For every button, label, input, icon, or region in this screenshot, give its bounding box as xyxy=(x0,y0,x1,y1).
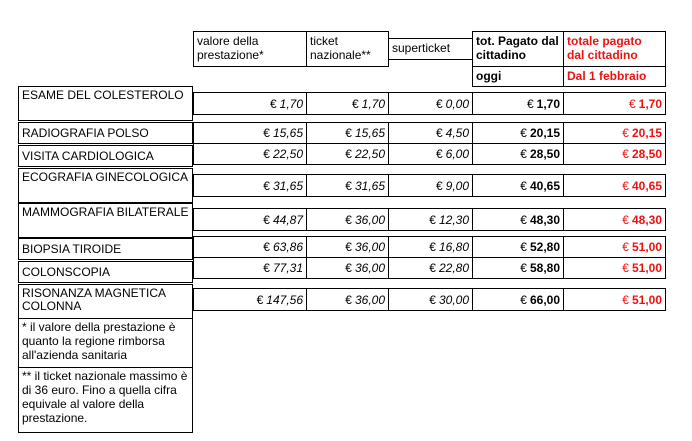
cell-tot-oggi: € 20,15 xyxy=(472,122,564,144)
cell-ticket: € 31,65 xyxy=(306,174,389,197)
row-label-colonscopia: COLONSCOPIA xyxy=(18,261,193,283)
cell-superticket: € 4,50 xyxy=(388,122,473,144)
cell-superticket: € 16,80 xyxy=(388,236,473,258)
cell-tot-febbraio: € 51,00 xyxy=(563,257,666,279)
cell-ticket: € 36,00 xyxy=(306,236,389,258)
cell-ticket: € 15,65 xyxy=(306,122,389,144)
row-label-ecografia-ginecologica: ECOGRAFIA GINECOLOGICA xyxy=(18,168,193,203)
cell-ticket: € 36,00 xyxy=(306,288,389,311)
cell-superticket: € 9,00 xyxy=(388,174,473,197)
row-label-mammografia-bilaterale: MAMMOGRAFIA BILATERALE xyxy=(18,203,193,238)
header-totale-pagato-nuovo: totale pagato dal cittadino xyxy=(563,31,666,68)
cell-valore: € 15,65 xyxy=(193,122,307,144)
cell-ticket: € 36,00 xyxy=(306,208,389,231)
cell-tot-febbraio: € 51,00 xyxy=(563,236,666,258)
cell-tot-febbraio: € 20,15 xyxy=(563,122,666,144)
cell-valore: € 147,56 xyxy=(193,288,307,311)
cell-valore: € 63,86 xyxy=(193,236,307,258)
cell-valore: € 44,87 xyxy=(193,208,307,231)
cell-tot-oggi: € 48,30 xyxy=(472,208,564,231)
header-valore-prestazione: valore della prestazione* xyxy=(193,31,307,67)
header-tot-pagato: tot. Pagato dal cittadino xyxy=(472,31,564,68)
cell-superticket: € 22,80 xyxy=(388,257,473,279)
cell-tot-febbraio: € 28,50 xyxy=(563,143,666,165)
cell-tot-febbraio: € 40,65 xyxy=(563,174,666,197)
cell-superticket: € 12,30 xyxy=(388,208,473,231)
cell-tot-febbraio: € 1,70 xyxy=(563,92,666,115)
header-superticket: superticket xyxy=(388,38,473,60)
cell-tot-oggi: € 58,80 xyxy=(472,257,564,279)
row-label-biopsia-tiroide: BIOPSIA TIROIDE xyxy=(18,238,193,260)
row-label-risonanza-magnetica-colonna: RISONANZA MAGNETICA COLONNA xyxy=(18,284,193,319)
cell-ticket: € 22,50 xyxy=(306,143,389,165)
cell-valore: € 31,65 xyxy=(193,174,307,197)
cell-tot-oggi: € 66,00 xyxy=(472,288,564,311)
cell-ticket: € 1,70 xyxy=(306,92,389,115)
row-label-radiografia-polso: RADIOGRAFIA POLSO xyxy=(18,122,193,144)
cell-tot-febbraio: € 51,00 xyxy=(563,288,666,311)
cell-valore: € 1,70 xyxy=(193,92,307,115)
cell-ticket: € 36,00 xyxy=(306,257,389,279)
cell-valore: € 77,31 xyxy=(193,257,307,279)
cell-tot-oggi: € 40,65 xyxy=(472,174,564,197)
footnote-ticket-nazionale: ** il ticket nazionale massimo è di 36 euro. Fino a quella cifra equivale al valore della prestazione. xyxy=(18,367,193,433)
row-label-visita-cardiologica: VISITA CARDIOLOGICA xyxy=(18,145,193,167)
header-oggi: oggi xyxy=(472,66,564,87)
cell-superticket: € 6,00 xyxy=(388,143,473,165)
cell-tot-oggi: € 52,80 xyxy=(472,236,564,258)
cell-tot-oggi: € 28,50 xyxy=(472,143,564,165)
header-dal-1-febbraio: Dal 1 febbraio xyxy=(563,66,666,87)
cell-superticket: € 30,00 xyxy=(388,288,473,311)
footnote-valore-prestazione: * il valore della prestazione è quanto la regione rimborsa all'azienda sanitaria xyxy=(18,318,193,368)
row-label-esame-colesterolo: ESAME DEL COLESTEROLO xyxy=(18,86,193,121)
cell-superticket: € 0,00 xyxy=(388,92,473,115)
cell-valore: € 22,50 xyxy=(193,143,307,165)
cell-tot-febbraio: € 48,30 xyxy=(563,208,666,231)
cell-tot-oggi: € 1,70 xyxy=(472,92,564,115)
header-ticket-nazionale: ticket nazionale** xyxy=(306,31,389,67)
